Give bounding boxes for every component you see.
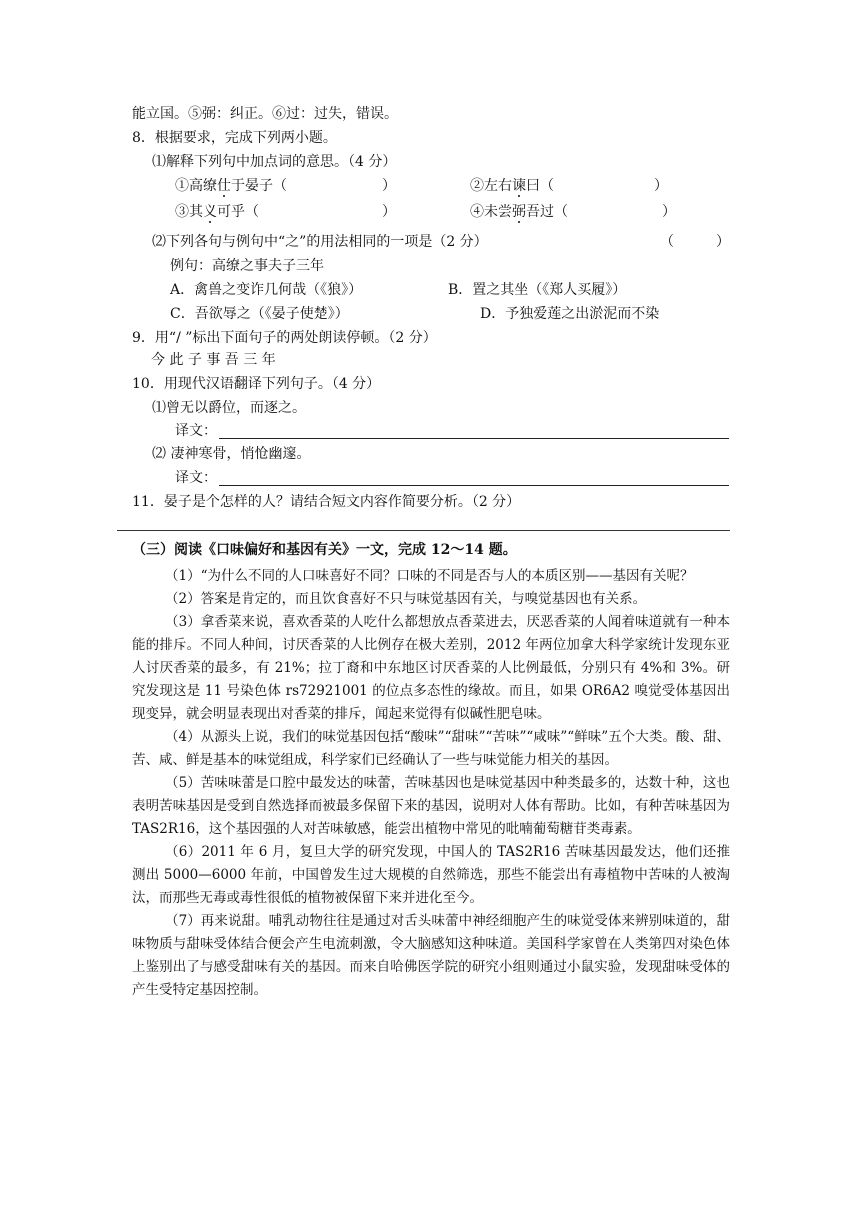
q8-item-3: ③其义可乎（ xyxy=(175,204,259,220)
q8-item-1: ①高缭仕于晏子（ xyxy=(175,178,287,194)
passage-paragraph-7: （7）再来说甜。哺乳动物往往是通过对舌头味蕾中神经细胞产生的味觉受体来辨别味道的，甜味物质与甜味受体结合便会产生电流刺激，令大脑感知这种味道。美国科学家曾在人类第四对染色体上鉴别出了与感受甜味有关的基因。而来自哈佛医学院的研究小组则通过小鼠实验，发现甜味受体的产生受特定基因控制。 xyxy=(132,913,730,998)
passage-paragraph-6: （6）2011 年 6 月，复旦大学的研究发现，中国人的 TAS2R16 苦味基因最发达，他们还推测出 5000—6000 年前，中国曾发生过大规模的自然筛选，那些不能尝出有毒植物中苦味的人被淘汰，而那些无毒或毒性很低的植物被保留下来并进化至今。 xyxy=(132,844,730,906)
question-9-title: 9．用“/ ”标出下面句子的两处朗读停顿。（2 分） xyxy=(132,330,437,346)
option-d: D．予独爱莲之出淤泥而不染 xyxy=(480,306,660,322)
q8-item-4-close: ） xyxy=(662,204,676,220)
question-11-title: 11．晏子是个怎样的人？请结合短文内容作简要分析。（2 分） xyxy=(132,494,521,510)
passage-paragraph-2: （2）答案是肯定的，而且饮食喜好不只与味觉基因有关，与嗅觉基因也有关系。 xyxy=(165,591,647,607)
option-b: B．置之其坐（《郑人买履》） xyxy=(448,282,627,298)
reading-passage xyxy=(132,565,730,1002)
q8-item-3-close: ） xyxy=(382,204,396,220)
dotted-word: 仕 xyxy=(217,178,231,194)
question-10-sentence-2: ⑵ 凄神寒骨，悄怆幽邃。 xyxy=(152,446,311,462)
question-9-sentence: 今 此 子 事 吾 三 年 xyxy=(151,352,276,368)
dotted-word: 弼 xyxy=(512,204,526,220)
question-8-part1-title: ⑴解释下列句中加点词的意思。（4 分） xyxy=(152,154,397,170)
q8-item-1-close: ） xyxy=(382,178,396,194)
translation-label-2: 译文： xyxy=(175,470,217,486)
passage-paragraph-4: （4）从源头上说，我们的味觉基因包括“酸味”“甜味”“苦味”“咸味”“鲜味”五个大类。酸、甜、苦、咸、鲜是基本的味觉组成，科学家们已经确认了一些与味觉能力相关的基因。 xyxy=(132,729,730,768)
question-10-title: 10．用现代汉语翻译下列句子。（4 分） xyxy=(132,376,381,392)
dotted-word: 谏 xyxy=(512,178,526,194)
passage-paragraph-5: （5）苦味味蕾是口腔中最发达的味蕾，苦味基因也是味觉基因中种类最多的，达数十种，这也表明苦味基因是受到自然选择而被最多保留下来的基因，说明对人体有帮助。比如，有种苦味基因为 TAS2R16，这个基因强的人对苦味敏感，能尝出植物中常见的吡喃葡萄糖苷类毒素。 xyxy=(132,775,730,837)
q8-item-4: ④未尝弼吾过（ xyxy=(470,204,568,220)
q8-item-2-close: ） xyxy=(654,178,668,194)
passage-paragraph-3: （3）拿香菜来说，喜欢香菜的人吃什么都想放点香菜进去，厌恶香菜的人闻着味道就有一种本能的排斥。不同人种间，讨厌香菜的人比例存在极大差别，2012 年两位加拿大科学家统计发现东亚人讨厌香菜的最多，有 21%；拉丁裔和中东地区讨厌香菜的人比例最低，分别只有 4%和 3%。研究发现这是 11 号染色体 rs72921001 的位点多态性的缘故。而且，如果 OR6A2 嗅觉受体基因出现变异，就会明显表现出对香菜的排斥，闻起来觉得有似碱性肥皂味。 xyxy=(132,614,730,722)
answer-paren: （ ） xyxy=(660,234,730,250)
option-a: A．禽兽之变诈几何哉（《狼》） xyxy=(170,282,363,298)
question-8-title: 8．根据要求，完成下列两小题。 xyxy=(132,130,337,146)
answer-line-2[interactable] xyxy=(219,485,729,486)
example-sentence: 例句：高缭之事夫子三年 xyxy=(170,258,324,274)
translation-label-1: 译文： xyxy=(175,423,217,439)
footnote-continuation: 能立国。⑤弼：纠正。⑥过：过失，错误。 xyxy=(132,106,398,122)
question-8-part2-title: ⑵下列各句与例句中“之”的用法相同的一项是（2 分） xyxy=(152,234,488,250)
passage-paragraph-1: （1）“为什么不同的人口味喜好不同？口味的不同是否与人的本质区别——基因有关呢？ xyxy=(165,568,694,584)
dotted-word: 义 xyxy=(203,204,217,220)
answer-line-1[interactable] xyxy=(219,438,729,439)
q8-item-2: ②左右谏曰（ xyxy=(470,178,554,194)
question-10-sentence-1: ⑴曾无以爵位，而逐之。 xyxy=(152,400,306,416)
section-3-heading: （三）阅读《口味偏好和基因有关》一文，完成 12～14 题。 xyxy=(132,542,517,558)
section-divider xyxy=(117,530,730,531)
option-c: C．吾欲辱之（《晏子使楚》） xyxy=(170,306,349,322)
